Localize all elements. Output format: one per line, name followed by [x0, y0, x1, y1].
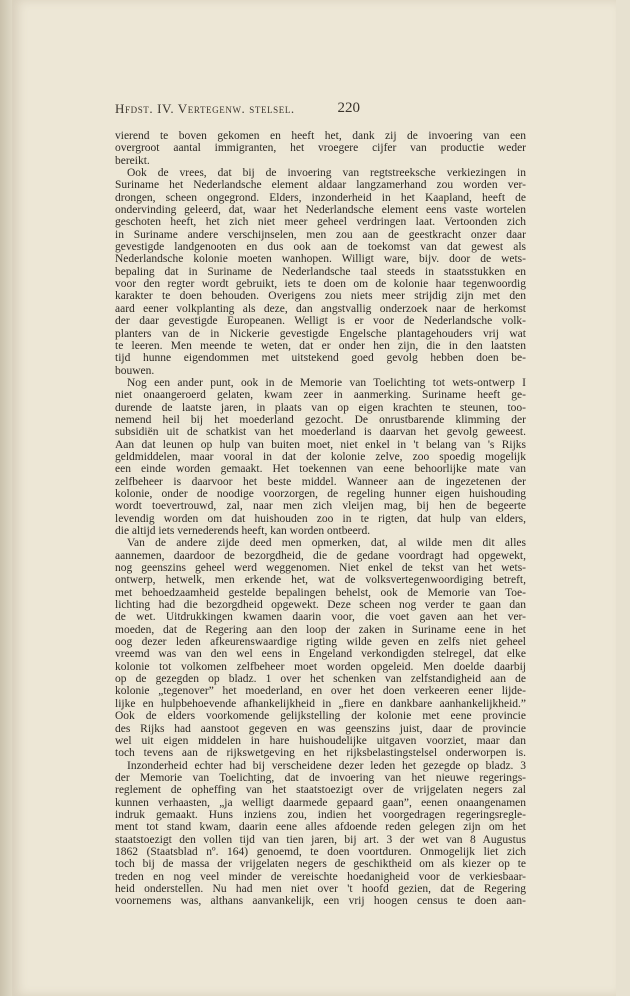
text-line: karakter te doen behouden. Overigens zou niets meer strijdig zijn met den	[115, 290, 526, 303]
text-line: zelfbeheer is daarvoor het beste middel. Wanneer aan de ingezetenen der	[115, 475, 526, 488]
text-line: der Memorie van Toelichting, dat de invoering van het nieuwe regerings-	[115, 771, 526, 784]
text-line: Aan dat leunen op hulp van buiten moet, niet enkel in 't belang van 's Rijks	[115, 438, 526, 451]
text-line: wel uit eigen middelen in hare huishoudelijke uitgaven voorziet, maar dan	[115, 734, 526, 747]
text-line: Suriname het Nederlandsche element aldaar langzamerhand zou worden ver-	[115, 179, 526, 192]
page-number: 220	[337, 100, 360, 116]
text-line: subsidiën uit de schatkist van het moederland is daarvan het gevolg geweest.	[115, 426, 526, 439]
text-line: drongen, scheen ongegrond. Elders, inzonderheid in het Kaapland, heeft de	[115, 191, 526, 204]
text-line: nemend heil bij het moederland gezocht. De onrustbarende klimming der	[115, 413, 526, 426]
text-line: die altijd iets vernederends heeft, kan worden ontbeerd.	[115, 525, 371, 537]
text-line: toch tevens aan de rijkswetgeving en het rijksbelastingstelsel onderworpen is.	[115, 747, 526, 760]
text-line: des Rijks had aanstoot gegeven en was geenszins juist, daar de provincie	[115, 722, 526, 735]
text-line: der daar gevestigde Europeanen. Welligt is er voor de Nederlandsche volk-	[115, 315, 526, 328]
text-line: kolonie „tegenover” het moederland, en over het doen verkeeren eener lijde-	[115, 685, 526, 698]
text-line: durende de laatste jaren, in plaats van op eigen krachten te steunen, too-	[115, 401, 526, 414]
text-line: lichting had die bezorgdheid opgewekt. Deze scheen nog verder te gaan dan	[115, 599, 526, 612]
text-line: op de gezegden op bladz. 1 over het schenken van zelfstandigheid aan de	[115, 673, 526, 686]
chapter-title: Hfdst. IV. Vertegenw. stelsel.	[115, 101, 295, 116]
text-line: bereikt.	[115, 154, 150, 167]
text-line: wordt toevertrouwd, zal, naar men zich vleijen mag, bij hen de begeerte	[115, 500, 526, 513]
text-line: aard eener volkplanting als deze, dan angstvallig onderzoek naar de herkomst	[115, 302, 526, 315]
text-line: toch bij de massa der vrijgelaten negers de geschiktheid om als kiezer op te	[115, 858, 526, 871]
running-header	[115, 101, 360, 119]
text-line: indruk gemaakt. Huns inziens zou, indien het voorgedragen regeringsregle-	[115, 808, 526, 821]
text-line: heid onderstellen. Nu had men niet over 't hoofd gezien, dat de Regering	[115, 882, 526, 895]
text-line: vierend te boven gekomen en heeft het, dank zij de invoering van een	[115, 130, 526, 142]
text-line: vreemd was van den wel eens in Engeland verkondigden stelregel, dat elke	[115, 648, 526, 661]
text-line: nog geenszins geheel werd weggenomen. Niet enkel de tekst van het wets-	[115, 562, 526, 575]
text-line: kolonie, onder de noodige voorzorgen, de regeling hunner eigen huishouding	[115, 487, 526, 500]
text-line: lijke en hulpbehoevende afhankelijkheid in „fiere en dankbare aanhankelijkheid.”	[115, 697, 526, 710]
text-line: kunnen verhaasten, „ja welligt daarmede gepaard gaan”, eenen onaangenamen	[115, 796, 526, 809]
text-line: een einde worden gemaakt. Het toekennen van eene behoorlijke mate van	[115, 463, 526, 476]
text-line: Inzonderheid echter had bij verscheidene dezer leden het gezegde op bladz. 3	[127, 759, 526, 772]
text-line: niet onaangeroerd gelaten, kwam zeer in aanmerking. Suriname heeft ge-	[115, 389, 526, 402]
text-line: reglement de opheffing van het staatstoezigt over de vrijgelaten negers zal	[115, 784, 526, 797]
text-line: voor den regter wordt gebruikt, iets te doen om de kolonie haar tegenwoordig	[115, 278, 526, 291]
text-line: Van de andere zijde deed men opmerken, dat, al wilde men dit alles	[127, 537, 526, 550]
text-line: planters van de in Nickerie gevestigde Engelsche plantagehouders vrij wat	[115, 327, 526, 340]
text-line: gevestigde landgenooten en dus ook aan de toekomst van dat gewest als	[115, 241, 526, 254]
text-line: treden en nog veel minder de vereischte hoedanigheid voor de verkiesbaar-	[115, 870, 526, 883]
text-line: te leeren. Men meende te weten, dat er onder hen zijn, die in den laatsten	[115, 339, 526, 352]
text-line: geldmiddelen, maar vooral in dat der kolonie zelve, zoo spoedig mogelijk	[115, 450, 526, 463]
text-line: aannemen, daardoor de bezorgdheid, die de gedane voordragt had opgewekt,	[115, 549, 526, 562]
text-line: oog dezer leden afkeurenswaardige rigting wilde geven en zelfs niet geheel	[115, 636, 526, 649]
text-line: geschoten heeft, het zich niet meer geheel verdringen laat. Vertoonden zich	[115, 216, 526, 229]
text-line: overgroot aantal immigranten, het vroegere cijfer van productie weder	[115, 142, 526, 155]
text-line: de wet. Uitdrukkingen kwamen daarin voor, die voet gaven aan het ver-	[115, 611, 526, 624]
text-line: met behoedzaamheid gestelde bepalingen behelst, ook de Memorie van Toe-	[115, 586, 526, 599]
text-line: in Suriname andere verschijnselen, men zou aan de geestkracht onzer daar	[115, 228, 526, 241]
body-text	[115, 130, 526, 908]
text-line: voornemens was, althans aanvankelijk, een vrij hoogen census te doen aan-	[115, 895, 526, 908]
text-line: bouwen.	[115, 364, 155, 377]
text-line: Nog een ander punt, ook in de Memorie van Toelichting tot wets-ontwerp I	[127, 376, 526, 389]
text-line: bepaling dat in Suriname de Nederlandsche taal steeds in staatsstukken en	[115, 265, 526, 278]
text-line: moeden, dat de Regering aan den loop der zaken in Suriname eene in het	[115, 623, 526, 636]
text-line: ondervinding geleerd, dat, waar het Nederlandsche element eens vaste wortelen	[115, 204, 526, 217]
text-line: levendig worden om dat huishouden zoo in te rigten, dat hulp van elders,	[115, 512, 526, 525]
text-line: staatstoezigt den vollen tijd van tien jaren, bij art. 3 der wet van 8 Augustus	[115, 833, 526, 846]
text-line: kolonie tot volkomen zelfbeheer moet worden opgeleid. Men doelde daarbij	[115, 660, 526, 673]
text-line: Ook de vrees, dat bij de invoering van regtstreeksche verkiezingen in	[127, 167, 526, 180]
text-line: ment tot stand kwam, daarin eene alles afdoende reden gelegen zijn om het	[115, 821, 526, 834]
text-line: Ook de elders voorkomende gelijkstelling der kolonie met eene provincie	[115, 710, 526, 723]
text-line: Nederlandsche kolonie moeten wanhopen. Willigt ware, bijv. door de wets-	[115, 253, 526, 266]
text-line: tijd hunne eigendommen met uitstekend goed gevolg hebben doen be-	[115, 352, 526, 365]
text-line: ontwerp, hetwelk, men erkende het, wat de volksvertegenwoordiging betreft,	[115, 574, 526, 587]
text-line: 1862 (Staatsblad nº. 164) genoemd, te doen voortduren. Onmogelijk liet zich	[115, 845, 526, 858]
